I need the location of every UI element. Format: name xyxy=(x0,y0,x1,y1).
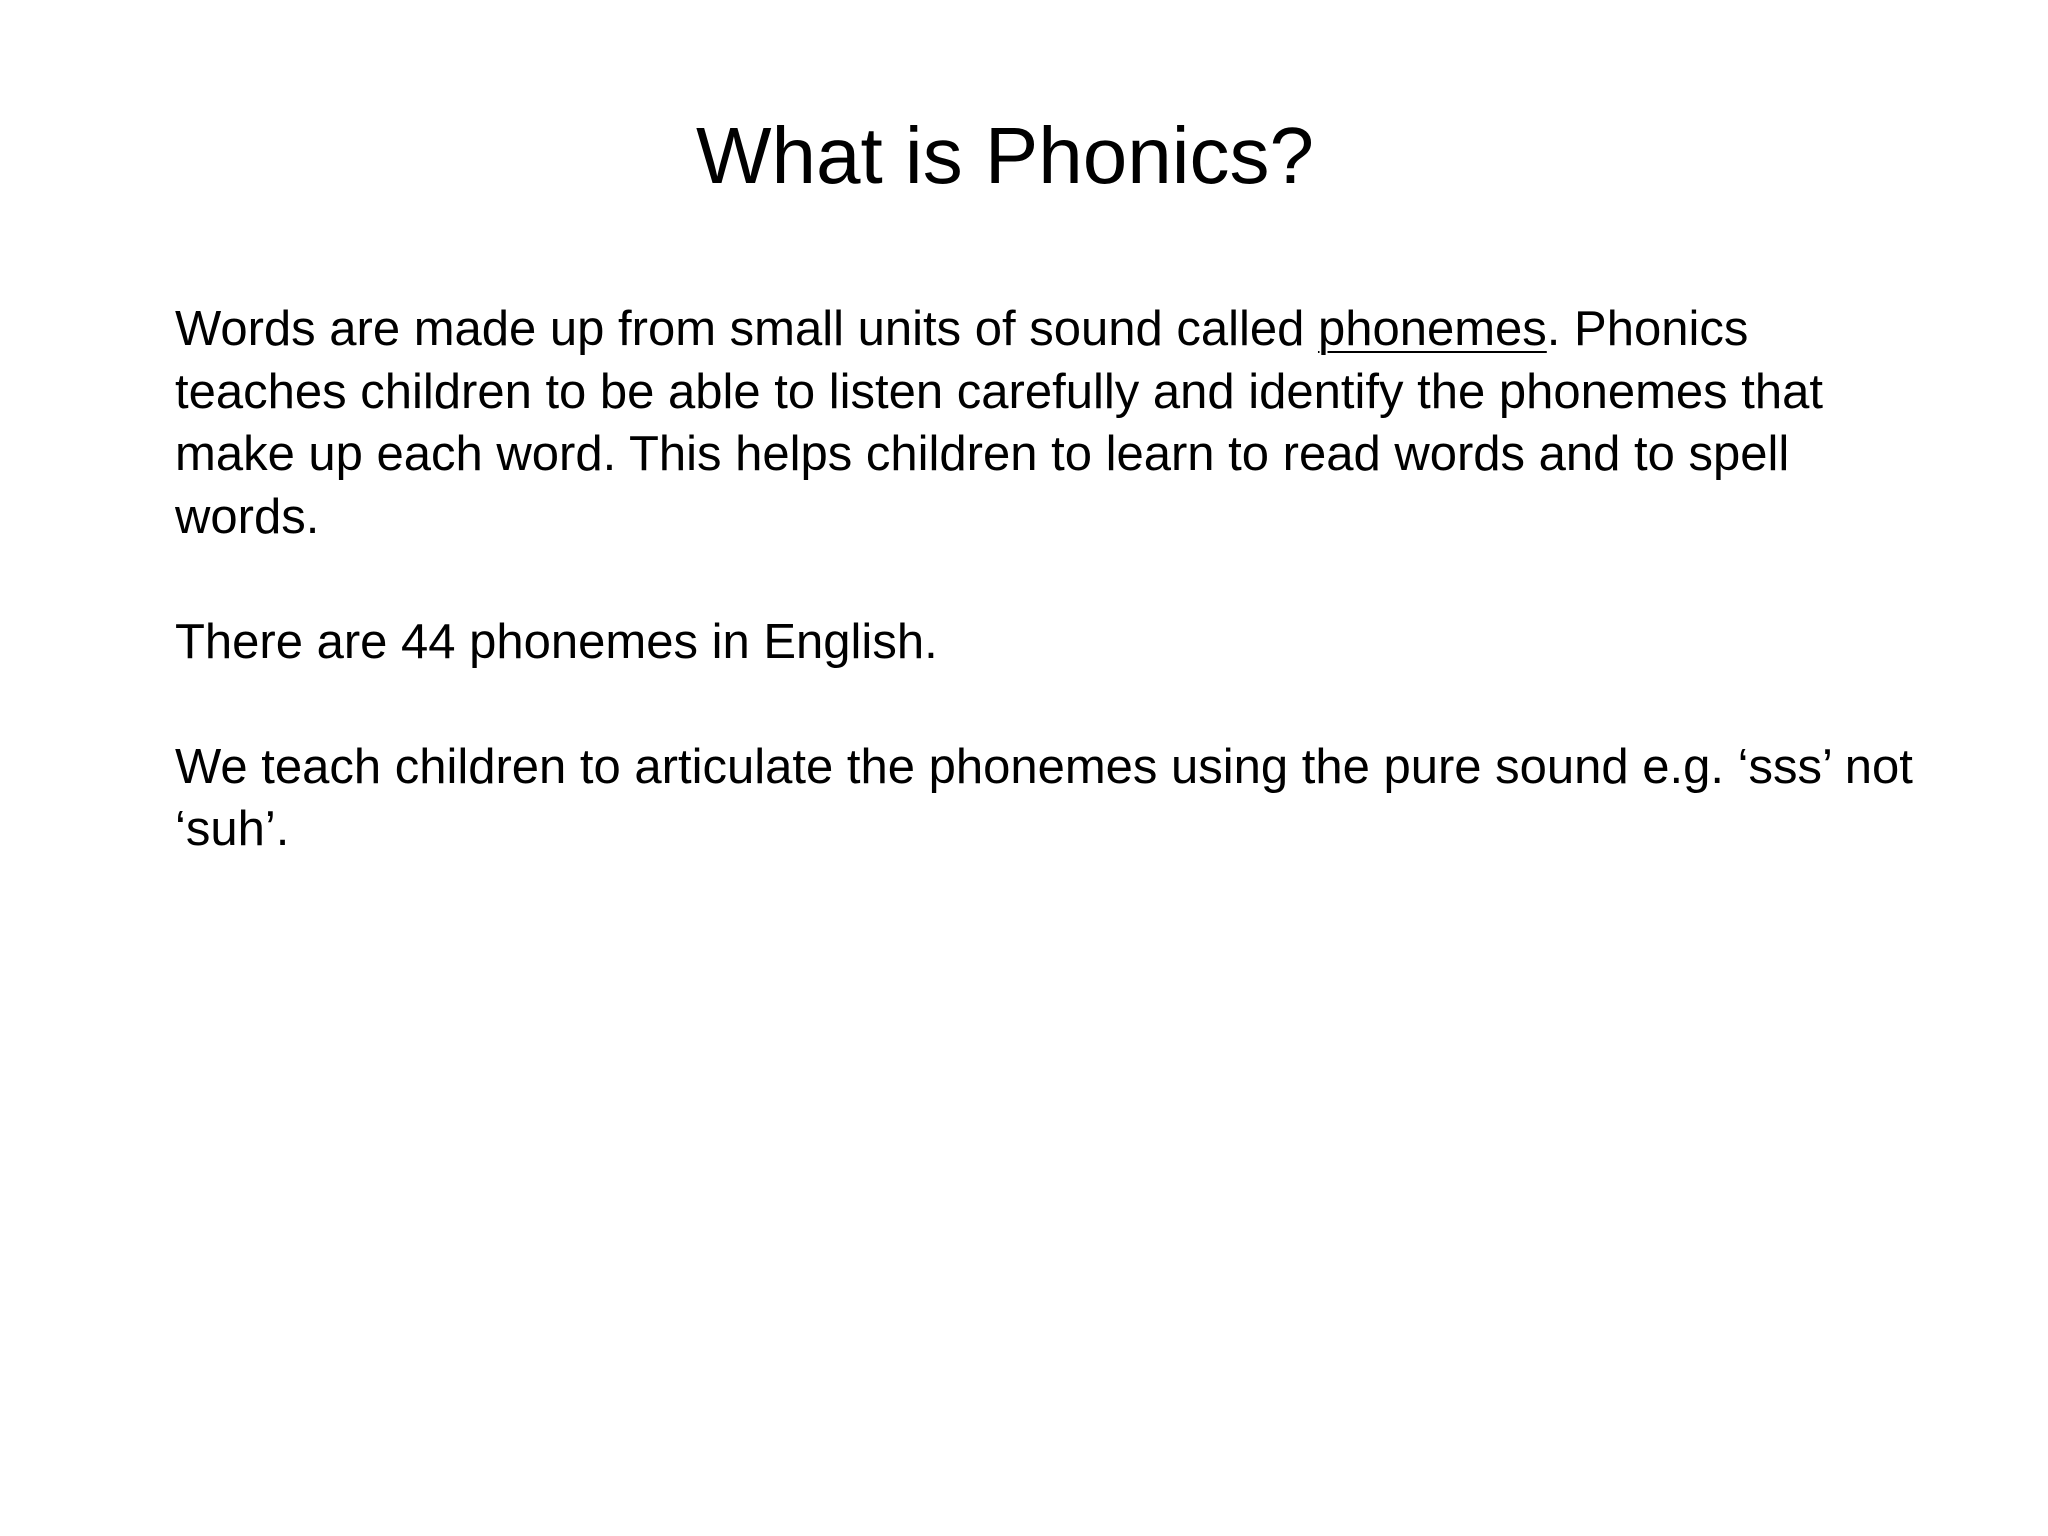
paragraph-phonemes-definition xyxy=(175,298,1915,548)
slide-title: What is Phonics? xyxy=(695,111,1315,200)
paragraph-phoneme-count: There are 44 phonemes in English. xyxy=(175,614,938,669)
slide-body xyxy=(175,298,1915,923)
paragraph-1-rest-text: . Phonics teaches children to be able to listen carefully and identify the phonemes that make up each word. This helps children to learn to read words and to spell words. xyxy=(175,302,1823,544)
phonemes-underlined-term: phonemes xyxy=(1317,302,1547,356)
paragraph-1-lead-text: Words are made up from small units of sound called xyxy=(175,302,1318,356)
paragraph-pure-sound: We teach children to articulate the phonemes using the pure sound e.g. ‘sss’ not ‘suh’. xyxy=(175,739,1913,856)
